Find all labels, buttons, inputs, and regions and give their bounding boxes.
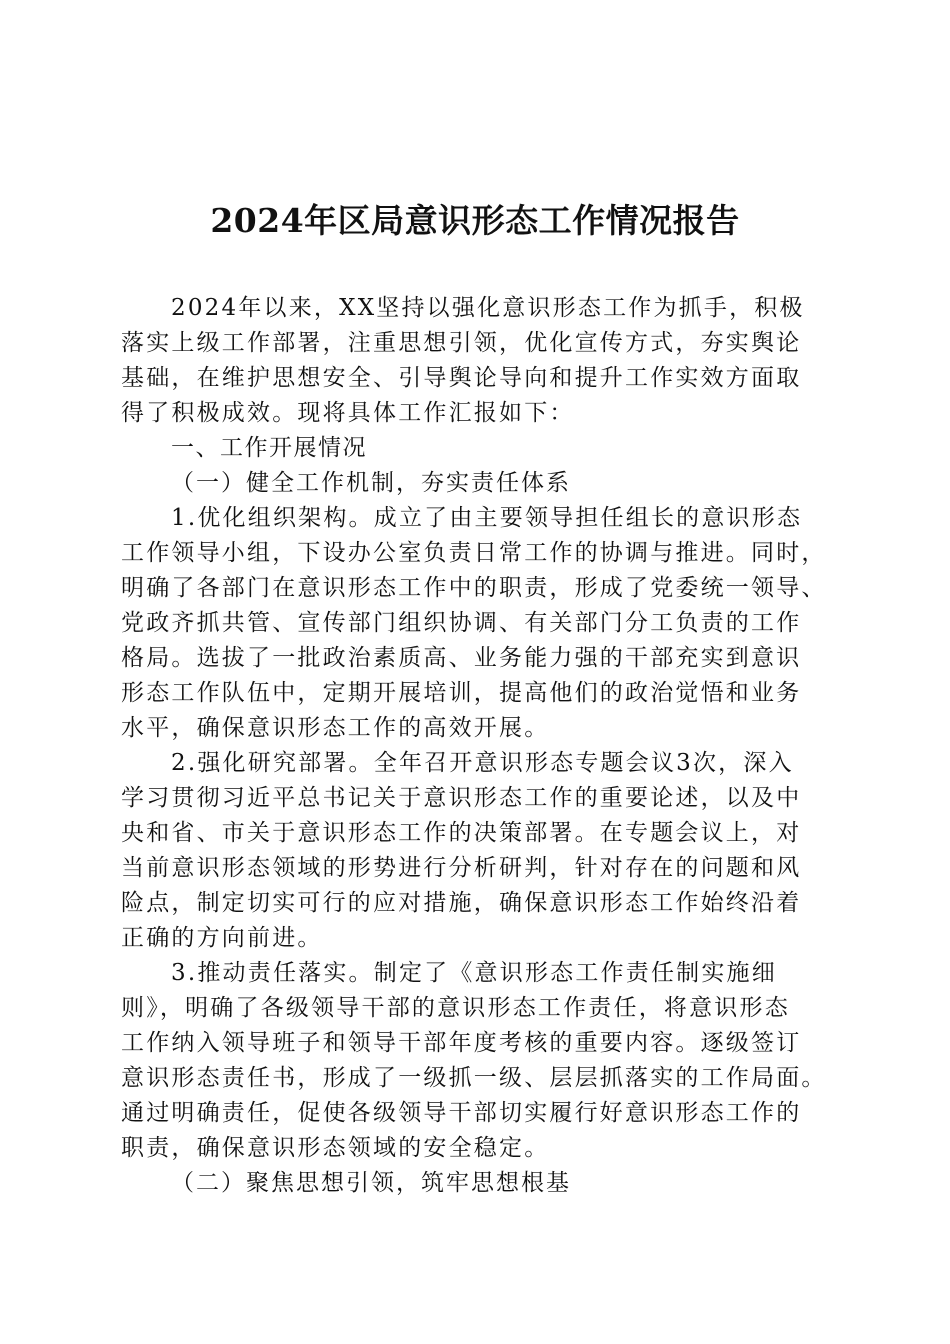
para2-line-1: 2.强化研究部署。全年召开意识形态专题会议3次，深入: [171, 750, 794, 776]
intro-line-1: 2024年以来，XX坚持以强化意识形态工作为抓手，积极: [171, 295, 805, 321]
para3-line-3: 工作纳入领导班子和领导干部年度考核的重要内容。逐级签订: [121, 1030, 802, 1056]
para2-line-4: 当前意识形态领域的形势进行分析研判，针对存在的问题和风: [121, 855, 802, 881]
intro-line-2: 落实上级工作部署，注重思想引领，优化宣传方式，夯实舆论: [121, 330, 802, 356]
para3-line-1: 3.推动责任落实。制定了《意识形态工作责任制实施细: [171, 960, 777, 986]
subsection-heading-2: （二）聚焦思想引领，筑牢思想根基: [171, 1170, 571, 1196]
para2-line-2: 学习贯彻习近平总书记关于意识形态工作的重要论述，以及中: [121, 785, 802, 811]
para3-line-6: 职责，确保意识形态领域的安全稳定。: [121, 1135, 550, 1161]
para1-line-1: 1.优化组织架构。成立了由主要领导担任组长的意识形态: [171, 505, 803, 531]
para1-line-4: 党政齐抓共管、宣传部门组织协调、有关部门分工负责的工作: [121, 610, 802, 636]
document-title: 2024年区局意识形态工作情况报告: [210, 201, 740, 240]
para1-line-3: 明确了各部门在意识形态工作中的职责，形成了党委统一领导、: [121, 575, 827, 601]
para2-line-6: 正确的方向前进。: [121, 925, 323, 951]
intro-line-4: 得了积极成效。现将具体工作汇报如下：: [121, 400, 575, 426]
para3-line-2: 则》，明确了各级领导干部的意识形态工作责任，将意识形态: [121, 995, 790, 1021]
para3-line-4: 意识形态责任书，形成了一级抓一级、层层抓落实的工作局面。: [121, 1065, 827, 1091]
subsection-heading-1: （一）健全工作机制，夯实责任体系: [171, 470, 571, 496]
para1-line-6: 形态工作队伍中，定期开展培训，提高他们的政治觉悟和业务: [121, 680, 802, 706]
para2-line-3: 央和省、市关于意识形态工作的决策部署。在专题会议上，对: [121, 820, 802, 846]
para1-line-5: 格局。选拔了一批政治素质高、业务能力强的干部充实到意识: [121, 645, 802, 671]
para2-line-5: 险点，制定切实可行的应对措施，确保意识形态工作始终沿着: [121, 890, 802, 916]
intro-line-3: 基础，在维护思想安全、引导舆论导向和提升工作实效方面取: [121, 365, 802, 391]
para1-line-7: 水平，确保意识形态工作的高效开展。: [121, 715, 550, 741]
para1-line-2: 工作领导小组，下设办公室负责日常工作的协调与推进。同时，: [121, 540, 827, 566]
section-heading-1: 一、工作开展情况: [171, 435, 367, 461]
para3-line-5: 通过明确责任，促使各级领导干部切实履行好意识形态工作的: [121, 1100, 802, 1126]
